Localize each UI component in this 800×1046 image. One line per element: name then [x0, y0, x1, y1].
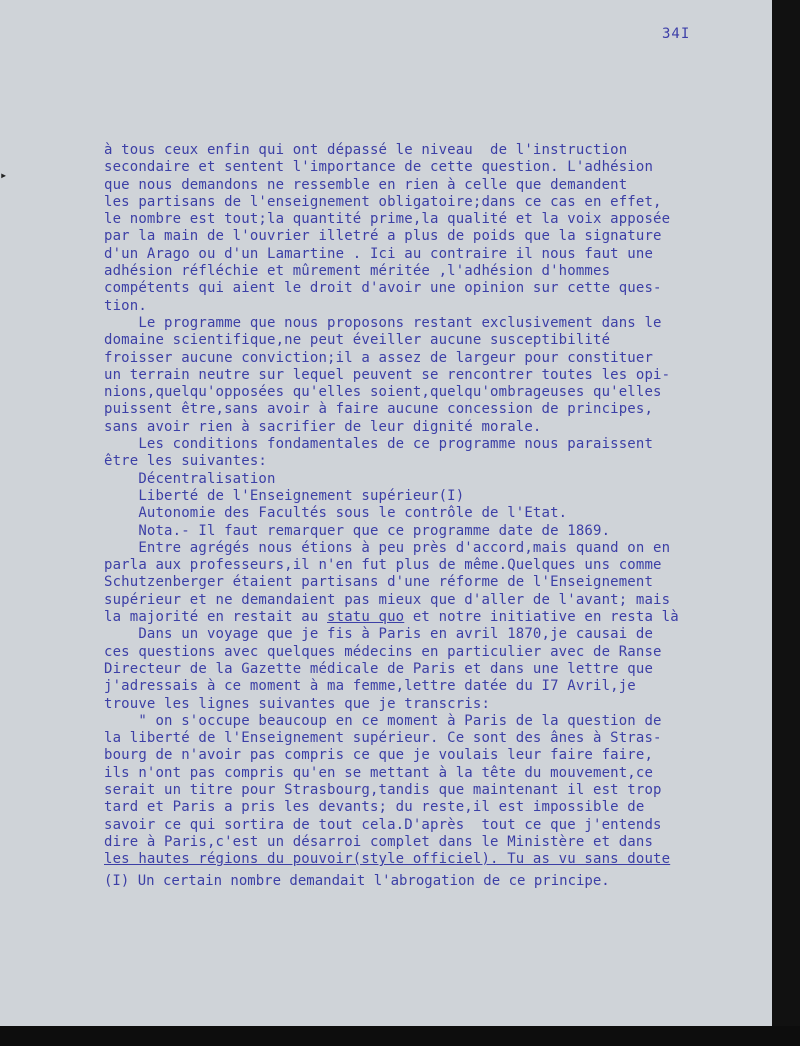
text-line-statu-quo: la majorité en restait au statu quo et notre initiative en resta là: [104, 609, 679, 626]
underlined-phrase: statu quo: [327, 609, 405, 626]
text-line: le nombre est tout;la quantité prime,la qualité et la voix apposée: [104, 211, 671, 228]
text-line: compétents qui aient le droit d'avoir une opinion sur cette ques-: [104, 280, 662, 297]
text-line: nions,quelqu'opposées qu'elles soient,quelqu'ombrageuses qu'elles: [104, 384, 662, 401]
body-text: [104, 142, 772, 868]
text-line: " on s'occupe beaucoup en ce moment à Paris de la question de: [104, 712, 662, 729]
text-line: j'adressais à ce moment à ma femme,lettre datée du I7 Avril,je: [104, 678, 636, 695]
scan-edge-bottom: [0, 1026, 800, 1046]
text-line: Autonomie des Facultés sous le contrôle de l'Etat.: [104, 505, 568, 522]
text-line: par la main de l'ouvrier illetré a plus de poids que la signature: [104, 228, 662, 245]
text-line: Directeur de la Gazette médicale de Paris et dans une lettre que: [104, 660, 654, 677]
text-line: dire à Paris,c'est un désarroi complet dans le Ministère et dans: [104, 833, 654, 850]
text-line: froisser aucune conviction;il a assez de largeur pour constituer: [104, 349, 654, 366]
text-line: puissent être,sans avoir à faire aucune concession de principes,: [104, 401, 654, 418]
text-line: à tous ceux enfin qui ont dépassé le niveau de l'instruction: [104, 142, 628, 158]
text-line: ils n'ont pas compris qu'en se mettant à la tête du mouvement,ce: [104, 764, 654, 781]
scan-edge-right: [772, 0, 800, 1046]
text-line: Nota.- Il faut remarquer que ce programme date de 1869.: [104, 522, 611, 539]
text-line: que nous demandons ne ressemble en rien à celle que demandent: [104, 176, 628, 193]
text-line: Entre agrégés nous étions à peu près d'accord,mais quand on en: [104, 539, 671, 556]
text-line: tion.: [104, 297, 147, 314]
text-line: d'un Arago ou d'un Lamartine . Ici au contraire il nous faut une: [104, 245, 654, 262]
text-line: secondaire et sentent l'importance de cette question. L'adhésion: [104, 159, 654, 176]
text-line: tard et Paris a pris les devants; du reste,il est impossible de: [104, 799, 645, 816]
text-line: la liberté de l'Enseignement supérieur. Ce sont des ânes à Stras-: [104, 730, 662, 747]
text-line: domaine scientifique,ne peut éveiller aucune susceptibilité: [104, 332, 611, 349]
text-line: trouve les lignes suivantes que je transcris:: [104, 695, 491, 712]
text-line: bourg de n'avoir pas compris ce que je voulais leur faire faire,: [104, 747, 654, 764]
text-line-underlined: les hautes régions du pouvoir(style officiel). Tu as vu sans doute: [104, 851, 671, 868]
text-line: sans avoir rien à sacrifier de leur dignité morale.: [104, 418, 542, 435]
text-line: savoir ce qui sortira de tout cela.D'après tout ce que j'entends: [104, 816, 662, 833]
text-line: serait un titre pour Strasbourg,tandis que maintenant il est trop: [104, 781, 662, 798]
page-number: 34I: [662, 26, 691, 42]
text-line: les partisans de l'enseignement obligatoire;dans ce cas en effet,: [104, 193, 662, 210]
text-line: Schutzenberger étaient partisans d'une réforme de l'Enseignement: [104, 574, 654, 591]
footnote: (I) Un certain nombre demandait l'abrogation de ce principe.: [104, 873, 610, 889]
text-line: Décentralisation: [104, 470, 276, 487]
text-line: ces questions avec quelques médecins en particulier avec de Ranse: [104, 643, 662, 660]
text-line: être les suivantes:: [104, 453, 267, 470]
text-line: Liberté de l'Enseignement supérieur(I): [104, 487, 465, 504]
text-line: parla aux professeurs,il n'en fut plus de même.Quelques uns comme: [104, 557, 662, 574]
text-line: Les conditions fondamentales de ce programme nous paraissent: [104, 436, 654, 453]
text-line: un terrain neutre sur lequel peuvent se rencontrer toutes les opi-: [104, 366, 671, 383]
margin-mark: ▸: [0, 168, 8, 182]
text-line: supérieur et ne demandaient pas mieux que d'aller de l'avant; mais: [104, 591, 671, 608]
text-line: Le programme que nous proposons restant exclusivement dans le: [104, 314, 662, 331]
text-line: adhésion réfléchie et mûrement méritée ,l'adhésion d'hommes: [104, 263, 611, 280]
text-line: Dans un voyage que je fis à Paris en avril 1870,je causai de: [104, 626, 654, 643]
